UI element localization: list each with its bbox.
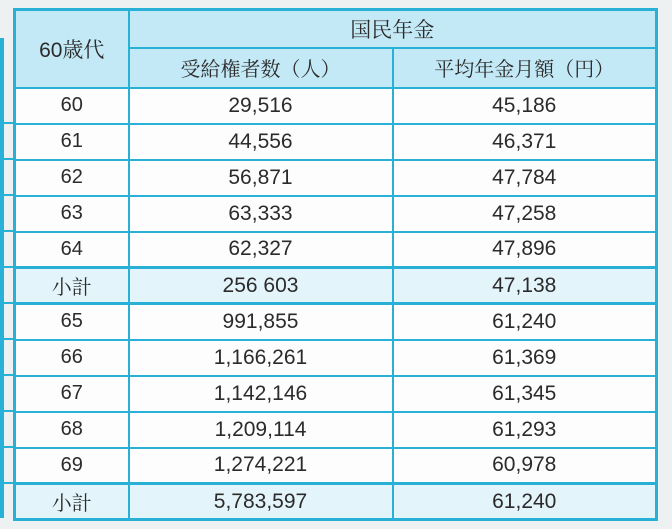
age-label-cell: 61 <box>15 124 129 160</box>
table-row <box>15 448 657 484</box>
table-row <box>15 340 657 376</box>
beneficiaries-value-cell: 62,327 <box>129 232 393 268</box>
age-label-cell: 60 <box>15 88 129 124</box>
average-amount-value-cell: 47,784 <box>393 160 657 196</box>
age-label-cell: 68 <box>15 412 129 448</box>
average-amount-value-cell: 46,371 <box>393 124 657 160</box>
table-header <box>15 10 657 88</box>
table-row <box>15 88 657 124</box>
beneficiaries-value-cell: 1,166,261 <box>129 340 393 376</box>
average-amount-value-cell: 61,240 <box>393 484 657 520</box>
table-body <box>15 88 657 520</box>
average-amount-value-cell: 61,293 <box>393 412 657 448</box>
age-label-cell: 65 <box>15 304 129 340</box>
age-label-cell: 小計 <box>15 484 129 520</box>
average-amount-value-cell: 61,240 <box>393 304 657 340</box>
column-header-beneficiaries: 受給権者数（人） <box>129 48 393 88</box>
age-group-header: 60歳代 <box>15 10 129 88</box>
table-row <box>15 160 657 196</box>
table-row <box>15 196 657 232</box>
subtotal-row <box>15 484 657 520</box>
beneficiaries-value-cell: 56,871 <box>129 160 393 196</box>
average-amount-value-cell: 61,345 <box>393 376 657 412</box>
age-label-cell: 62 <box>15 160 129 196</box>
beneficiaries-value-cell: 1,142,146 <box>129 376 393 412</box>
age-label-cell: 64 <box>15 232 129 268</box>
national-pension-table <box>13 8 658 521</box>
beneficiaries-value-cell: 63,333 <box>129 196 393 232</box>
beneficiaries-value-cell: 29,516 <box>129 88 393 124</box>
average-amount-value-cell: 61,369 <box>393 340 657 376</box>
column-header-average-monthly-amount: 平均年金月額（円） <box>393 48 657 88</box>
table-row <box>15 376 657 412</box>
age-label-cell: 63 <box>15 196 129 232</box>
average-amount-value-cell: 47,138 <box>393 268 657 304</box>
age-label-cell: 小計 <box>15 268 129 304</box>
subtotal-row <box>15 268 657 304</box>
average-amount-value-cell: 45,186 <box>393 88 657 124</box>
age-label-cell: 66 <box>15 340 129 376</box>
beneficiaries-value-cell: 44,556 <box>129 124 393 160</box>
age-label-cell: 67 <box>15 376 129 412</box>
average-amount-value-cell: 47,896 <box>393 232 657 268</box>
beneficiaries-value-cell: 5,783,597 <box>129 484 393 520</box>
beneficiaries-value-cell: 991,855 <box>129 304 393 340</box>
beneficiaries-value-cell: 1,274,221 <box>129 448 393 484</box>
average-amount-value-cell: 47,258 <box>393 196 657 232</box>
beneficiaries-value-cell: 256 603 <box>129 268 393 304</box>
table-row <box>15 124 657 160</box>
table-row <box>15 304 657 340</box>
pension-type-header: 国民年金 <box>129 10 657 48</box>
table-row <box>15 232 657 268</box>
beneficiaries-value-cell: 1,209,114 <box>129 412 393 448</box>
cropped-adjacent-table-row-lines <box>4 88 13 518</box>
table-row <box>15 412 657 448</box>
average-amount-value-cell: 60,978 <box>393 448 657 484</box>
age-label-cell: 69 <box>15 448 129 484</box>
header-row-group <box>15 10 657 48</box>
